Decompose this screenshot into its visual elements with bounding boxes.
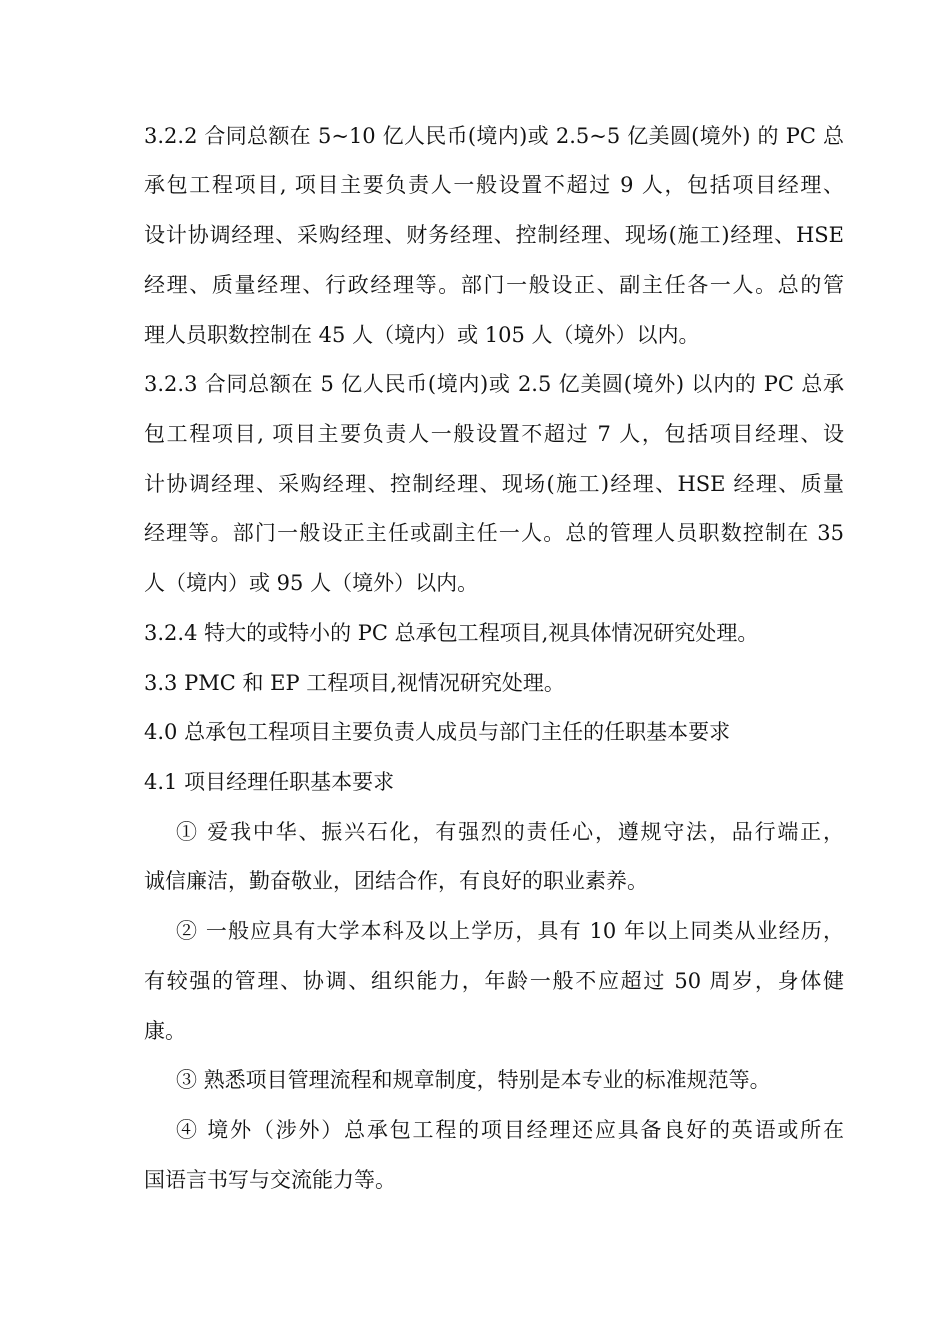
text-line: 承包工程项目, 项目主要负责人一般设置不超过 9 人，包括项目经理、 (144, 173, 844, 197)
list-item: ③ 熟悉项目管理流程和规章制度，特别是本专业的标准规范等。 (176, 1068, 771, 1092)
section-heading: 4.0 总承包工程项目主要负责人成员与部门主任的任职基本要求 (144, 720, 731, 744)
text-line: 包工程项目, 项目主要负责人一般设置不超过 7 人，包括项目经理、设 (144, 422, 844, 446)
text-line: 经理、质量经理、行政经理等。部门一般设正、副主任各一人。总的管 (144, 273, 844, 297)
list-item: ② 一般应具有大学本科及以上学历，具有 10 年以上同类从业经历， (176, 919, 844, 943)
text-line: 3.3 PMC 和 EP 工程项目,视情况研究处理。 (144, 671, 565, 695)
text-line: 3.2.4 特大的或特小的 PC 总承包工程项目,视具体情况研究处理。 (144, 621, 759, 645)
list-item: ① 爱我中华、振兴石化，有强烈的责任心，遵规守法，品行端正， (176, 820, 844, 844)
text-line: 康。 (144, 1019, 186, 1043)
text-line: 人（境内）或 95 人（境外）以内。 (144, 571, 479, 595)
text-line: 3.2.2 合同总额在 5~10 亿人民币(境内)或 2.5~5 亿美圆(境外) 的 PC 总 (144, 124, 844, 148)
text-line: 诚信廉洁，勤奋敬业，团结合作，有良好的职业素养。 (144, 869, 648, 893)
text-line: 3.2.3 合同总额在 5 亿人民币(境内)或 2.5 亿美圆(境外) 以内的 PC 总承 (144, 372, 844, 396)
text-line: 经理等。部门一般设正主任或副主任一人。总的管理人员职数控制在 35 (144, 521, 844, 545)
text-line: 计协调经理、采购经理、控制经理、现场(施工)经理、HSE 经理、质量 (144, 472, 844, 496)
text-line: 国语言书写与交流能力等。 (144, 1168, 396, 1192)
text-line: 理人员职数控制在 45 人（境内）或 105 人（境外）以内。 (144, 323, 700, 347)
section-heading: 4.1 项目经理任职基本要求 (144, 770, 395, 794)
text-line: 有较强的管理、协调、组织能力，年龄一般不应超过 50 周岁，身体健 (144, 969, 844, 993)
text-line: 设计协调经理、采购经理、财务经理、控制经理、现场(施工)经理、HSE (144, 223, 844, 247)
list-item: ④ 境外（涉外）总承包工程的项目经理还应具备良好的英语或所在 (176, 1118, 844, 1142)
